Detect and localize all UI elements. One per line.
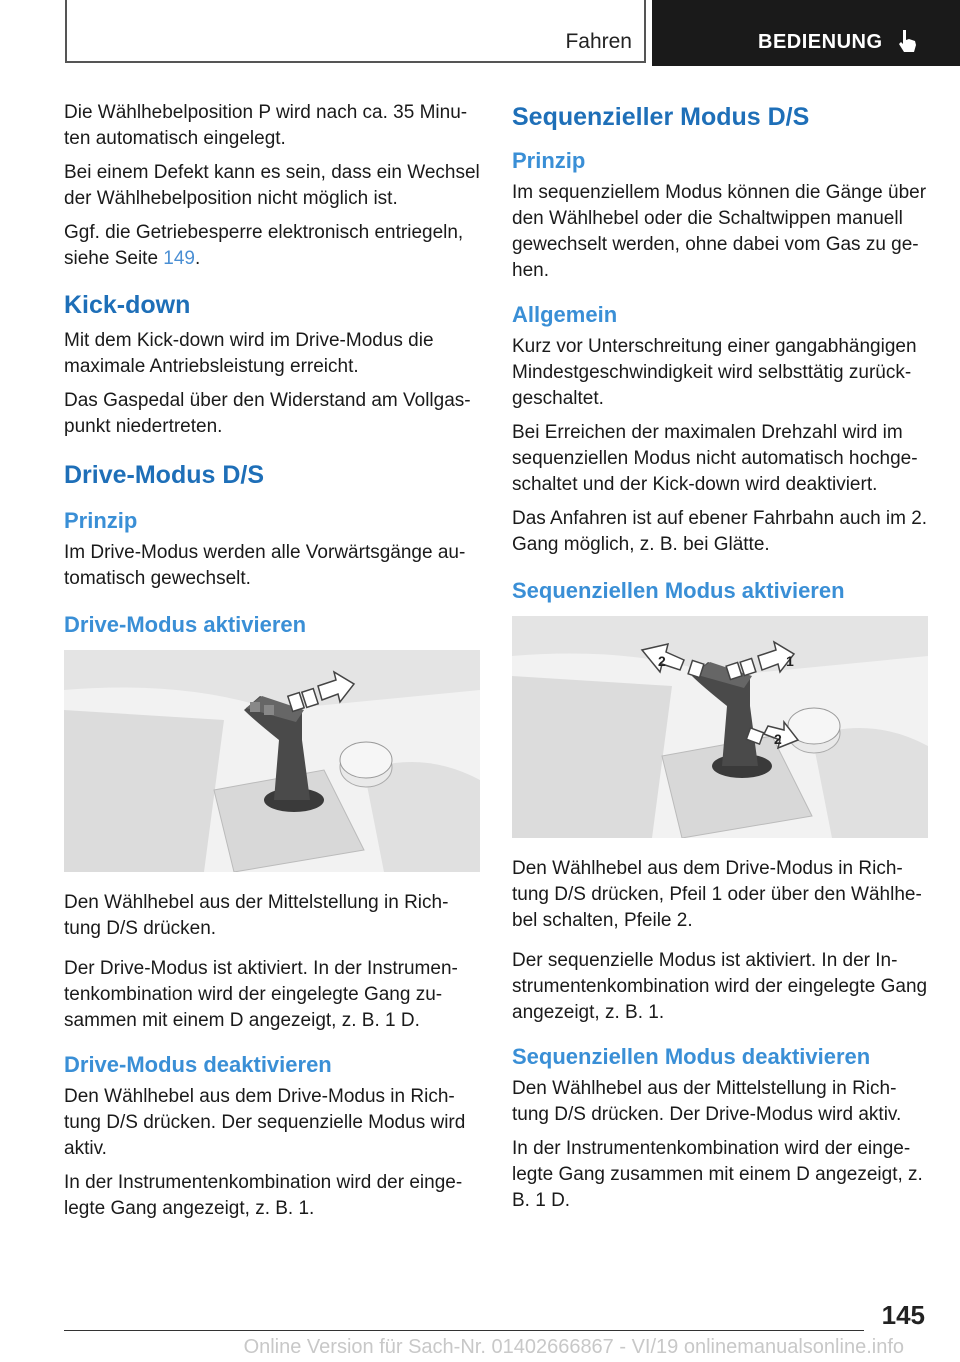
heading-prinzip: Prinzip: [64, 508, 138, 533]
chapter-tab: [652, 0, 960, 66]
paragraph: Den Wählhebel aus dem Drive-Modus in Rich-tung D/S drücken, Pfeil 1 oder über den Wählhe-bel schalten, Pfeile 2.: [512, 858, 922, 931]
page-header: [65, 0, 960, 66]
paragraph: Den Wählhebel aus der Mittelstellung in Rich-tung D/S drücken. Der Drive-Modus wird aktiv.: [512, 1078, 902, 1125]
footer-watermark: Online Version für Sach-Nr. 01402666867 - VI/19 onlinemanualsonline.info: [243, 1336, 904, 1358]
paragraph: Der Drive-Modus ist aktiviert. In der Instrumen-tenkombination wird der eingelegte Gang zu-sammen mit einem D angezeigt, z. B. 1 D.: [64, 958, 458, 1031]
paragraph: Im Drive-Modus werden alle Vorwärtsgänge au-tomatisch gewechselt.: [64, 542, 466, 589]
paragraph: Das Anfahren ist auf ebener Fahrbahn auch im 2. Gang möglich, z. B. bei Glätte.: [512, 508, 928, 555]
paragraph: Bei Erreichen der maximalen Drehzahl wird im sequenziellen Modus nicht automatisch hochge-schaltet und der Kick-down wird deaktiviert.: [512, 422, 918, 495]
paragraph: Die Wählhebelposition P wird nach ca. 35 Minu-ten automatisch eingelegt.: [64, 102, 468, 149]
paragraph: In der Instrumentenkombination wird der einge-legte Gang zusammen mit einem D angezeigt, z. B. 1 D.: [512, 1138, 923, 1211]
left-column: [64, 100, 484, 1230]
heading-sequenzieller-modus: Sequenzieller Modus D/S: [512, 103, 810, 131]
heading-drive-aktivieren: Drive-Modus aktivieren: [64, 612, 307, 637]
footer-divider: [64, 1330, 864, 1331]
right-column: [512, 100, 932, 1222]
paragraph: Den Wählhebel aus dem Drive-Modus in Rich-tung D/S drücken. Der sequenzielle Modus wird aktiv.: [64, 1086, 466, 1159]
page-number: 145: [881, 1300, 925, 1330]
heading-seq-aktivieren: Sequenziellen Modus aktivieren: [512, 578, 845, 603]
section-title: Fahren: [565, 30, 632, 53]
arrow-label-1: 1: [786, 653, 794, 669]
paragraph: [64, 220, 484, 272]
heading-prinzip: Prinzip: [512, 148, 586, 173]
arrow-label-2: 2: [774, 731, 782, 747]
paragraph: Bei einem Defekt kann es sein, dass ein Wechsel der Wählhebelposition nicht möglich ist.: [64, 162, 480, 209]
paragraph-text: Ggf. die Getriebesperre elektronisch entriegeln, siehe Seite: [64, 222, 464, 269]
paragraph: Den Wählhebel aus der Mittelstellung in Rich-tung D/S drücken.: [64, 892, 449, 939]
gear-selector-illustration: [64, 650, 480, 872]
paragraph: Das Gaspedal über den Widerstand am Vollgas-punkt niedertreten.: [64, 390, 471, 437]
paragraph: Kurz vor Unterschreitung einer gangabhängigen Mindestgeschwindigkeit wird selbsttätig zurück-geschaltet.: [512, 336, 917, 409]
section-tab: [65, 0, 646, 63]
paragraph: Der sequenzielle Modus ist aktiviert. In der In-strumentenkombination wird der eingelegte Gang angezeigt, z. B. 1.: [512, 950, 928, 1023]
heading-allgemein: Allgemein: [512, 302, 618, 327]
heading-kickdown: Kick-down: [64, 291, 191, 319]
arrow-label-2: 2: [658, 653, 666, 669]
heading-seq-deaktivieren: Sequenziellen Modus deaktivieren: [512, 1044, 871, 1069]
footer-version: [244, 1336, 904, 1359]
heading-drive-deaktivieren: Drive-Modus deaktivieren: [64, 1052, 332, 1077]
heading-drive-modus: Drive-Modus D/S: [64, 461, 265, 489]
paragraph: Mit dem Kick-down wird im Drive-Modus die maximale Antriebsleistung erreicht.: [64, 330, 434, 377]
hand-pointer-icon: [895, 28, 919, 54]
chapter-title: BEDIENUNG: [758, 31, 883, 53]
gear-selector-illustration: [512, 616, 928, 838]
page-link[interactable]: 149: [163, 248, 195, 269]
paragraph: Im sequenziellem Modus können die Gänge über den Wählhebel oder die Schaltwippen manuell gewechselt werden, ohne dabei vom Gas zu ge-hen.: [512, 182, 927, 281]
paragraph-text: .: [195, 248, 201, 269]
paragraph: In der Instrumentenkombination wird der einge-legte Gang angezeigt, z. B. 1.: [64, 1172, 463, 1219]
